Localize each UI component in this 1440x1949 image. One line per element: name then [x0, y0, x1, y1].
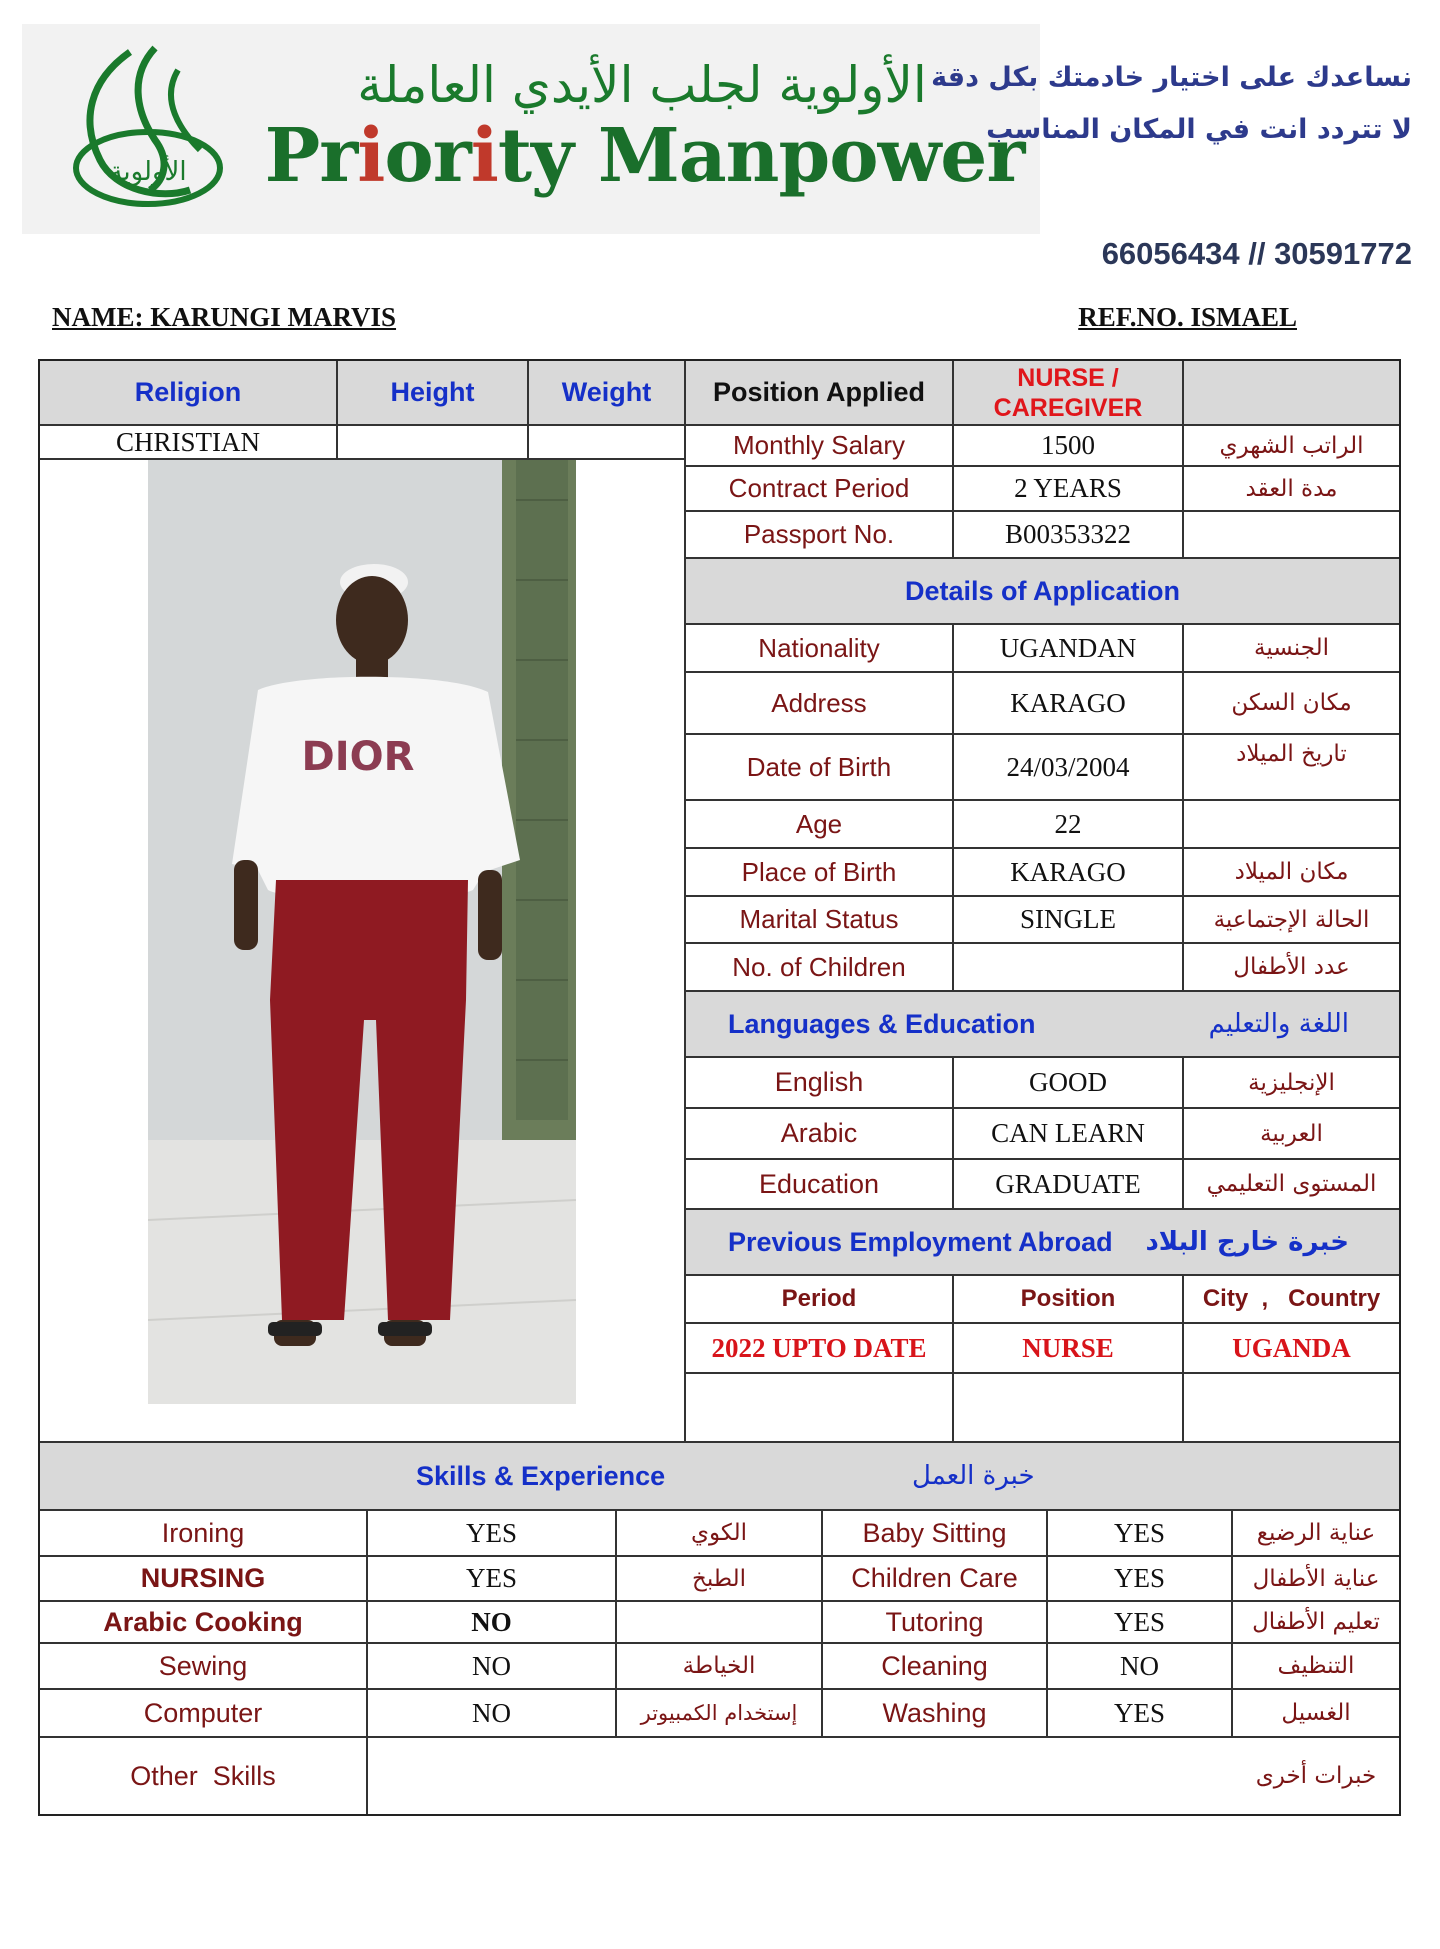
english-value: GOOD	[954, 1058, 1184, 1109]
skill-children-care-value: YES	[1048, 1557, 1233, 1602]
skill-nursing-value: YES	[368, 1557, 617, 1602]
position-arabic-empty	[1184, 361, 1399, 426]
position-applied-header: Position Applied	[686, 361, 954, 426]
weight-header: Weight	[529, 361, 686, 426]
place-of-birth-value: KARAGO	[954, 849, 1184, 897]
skills-heading	[40, 1443, 1399, 1511]
skills-heading-text: Skills & Experience	[416, 1460, 666, 1491]
skill-baby-sitting-arabic: عناية الرضيع	[1233, 1511, 1399, 1557]
abroad-empty-country	[1184, 1374, 1399, 1443]
passport-value: B00353322	[954, 512, 1184, 559]
skill-nursing-arabic: الطبخ	[617, 1557, 823, 1602]
skill-arabic-cooking-arabic	[617, 1602, 823, 1644]
slogan-line-2: لا تتردد انت في المكان المناسب	[986, 114, 1412, 145]
skill-sewing-value: NO	[368, 1644, 617, 1690]
age-arabic	[1184, 801, 1399, 849]
religion-header: Religion	[40, 361, 338, 426]
other-skills-label: Other Skills	[40, 1738, 368, 1814]
skill-sewing-label: Sewing	[40, 1644, 368, 1690]
phone-numbers: 66056434 // 30591772	[1101, 236, 1412, 271]
skill-sewing-arabic: الخياطة	[617, 1644, 823, 1690]
marital-status-value: SINGLE	[954, 897, 1184, 944]
place-of-birth-arabic: مكان الميلاد	[1184, 849, 1399, 897]
abroad-heading-text: Previous Employment Abroad	[728, 1226, 1113, 1257]
svg-text:DIOR: DIOR	[301, 734, 415, 780]
skill-cleaning-arabic: التنظيف	[1233, 1644, 1399, 1690]
skill-washing-label: Washing	[823, 1690, 1048, 1738]
slogan-line-1: نساعدك على اختيار خادمتك بكل دقة	[931, 62, 1412, 93]
children-value	[954, 944, 1184, 992]
address-value: KARAGO	[954, 673, 1184, 735]
contract-period-label: Contract Period	[686, 467, 954, 512]
skill-children-care-arabic: عناية الأطفال	[1233, 1557, 1399, 1602]
svg-text:الأولوية: الأولوية	[109, 157, 187, 187]
height-header: Height	[338, 361, 529, 426]
arabic-label: Arabic	[686, 1109, 954, 1160]
skill-tutoring-arabic: تعليم الأطفال	[1233, 1602, 1399, 1644]
languages-heading-arabic: اللغة والتعليم	[1208, 1009, 1349, 1039]
candidate-photo	[148, 460, 576, 1404]
children-arabic: عدد الأطفال	[1184, 944, 1399, 992]
skill-tutoring-value: YES	[1048, 1602, 1233, 1644]
english-label: English	[686, 1058, 954, 1109]
skill-children-care-label: Children Care	[823, 1557, 1048, 1602]
age-value: 22	[954, 801, 1184, 849]
skill-computer-value: NO	[368, 1690, 617, 1738]
skill-ironing-arabic: الكوي	[617, 1511, 823, 1557]
position-header: Position	[954, 1276, 1184, 1324]
children-label: No. of Children	[686, 944, 954, 992]
languages-heading-text: Languages & Education	[728, 1008, 1036, 1039]
skill-washing-value: YES	[1048, 1690, 1233, 1738]
passport-arabic	[1184, 512, 1399, 559]
skill-tutoring-label: Tutoring	[823, 1602, 1048, 1644]
other-skills-arabic: خبرات أخرى	[1255, 1763, 1377, 1789]
marital-status-arabic: الحالة الإجتماعية	[1184, 897, 1399, 944]
reference-number: REF.NO. ISMAEL	[1078, 302, 1297, 332]
abroad-period-value: 2022 UPTO DATE	[686, 1324, 954, 1374]
skills-heading-arabic: خبرة العمل	[912, 1461, 1035, 1491]
nationality-label: Nationality	[686, 625, 954, 673]
nationality-value: UGANDAN	[954, 625, 1184, 673]
place-of-birth-label: Place of Birth	[686, 849, 954, 897]
address-label: Address	[686, 673, 954, 735]
monthly-salary-value: 1500	[954, 426, 1184, 467]
dob-arabic: تاريخ الميلاد	[1184, 735, 1399, 801]
contract-period-value: 2 YEARS	[954, 467, 1184, 512]
skill-baby-sitting-value: YES	[1048, 1511, 1233, 1557]
nationality-arabic: الجنسية	[1184, 625, 1399, 673]
abroad-country-value: UGANDA	[1184, 1324, 1399, 1374]
education-arabic: المستوى التعليمي	[1184, 1160, 1399, 1210]
company-logo	[22, 24, 1040, 234]
skill-computer-arabic: إستخدام الكمبيوتر	[617, 1690, 823, 1738]
height-value	[338, 426, 529, 460]
dob-value: 24/03/2004	[954, 735, 1184, 801]
english-arabic: الإنجليزية	[1184, 1058, 1399, 1109]
education-value: GRADUATE	[954, 1160, 1184, 1210]
logo-arabic-title: الأولوية لجلب الأيدي العاملة	[357, 56, 927, 114]
religion-value: CHRISTIAN	[40, 426, 338, 460]
languages-heading	[686, 992, 1399, 1058]
logo-emblem-icon	[60, 40, 235, 215]
candidate-name: NAME: KARUNGI MARVIS	[52, 302, 397, 332]
period-header: Period	[686, 1276, 954, 1324]
dob-label: Date of Birth	[686, 735, 954, 801]
details-heading: Details of Application	[686, 559, 1399, 625]
city-country-header: City , Country	[1184, 1276, 1399, 1324]
skill-baby-sitting-label: Baby Sitting	[823, 1511, 1048, 1557]
skill-ironing-label: Ironing	[40, 1511, 368, 1557]
skill-arabic-cooking-value: NO	[368, 1602, 617, 1644]
skill-cleaning-value: NO	[1048, 1644, 1233, 1690]
abroad-empty-period	[686, 1374, 954, 1443]
arabic-arabic: العربية	[1184, 1109, 1399, 1160]
age-label: Age	[686, 801, 954, 849]
address-arabic: مكان السكن	[1184, 673, 1399, 735]
skill-washing-arabic: الغسيل	[1233, 1690, 1399, 1738]
abroad-empty-position	[954, 1374, 1184, 1443]
education-label: Education	[686, 1160, 954, 1210]
marital-status-label: Marital Status	[686, 897, 954, 944]
skill-cleaning-label: Cleaning	[823, 1644, 1048, 1690]
logo-english-title: Priority Manpower	[264, 113, 1025, 199]
skill-arabic-cooking-label: Arabic Cooking	[40, 1602, 368, 1644]
arabic-value: CAN LEARN	[954, 1109, 1184, 1160]
abroad-position-value: NURSE	[954, 1324, 1184, 1374]
position-applied-value: NURSE / CAREGIVER	[954, 361, 1184, 426]
skill-nursing-label: NURSING	[40, 1557, 368, 1602]
abroad-heading-arabic: خبرة خارج البلاد	[1145, 1227, 1349, 1257]
monthly-salary-label: Monthly Salary	[686, 426, 954, 467]
weight-value	[529, 426, 686, 460]
skill-ironing-value: YES	[368, 1511, 617, 1557]
monthly-salary-arabic: الراتب الشهري	[1184, 426, 1399, 467]
passport-label: Passport No.	[686, 512, 954, 559]
contract-period-arabic: مدة العقد	[1184, 467, 1399, 512]
abroad-heading	[686, 1210, 1399, 1276]
skill-computer-label: Computer	[40, 1690, 368, 1738]
